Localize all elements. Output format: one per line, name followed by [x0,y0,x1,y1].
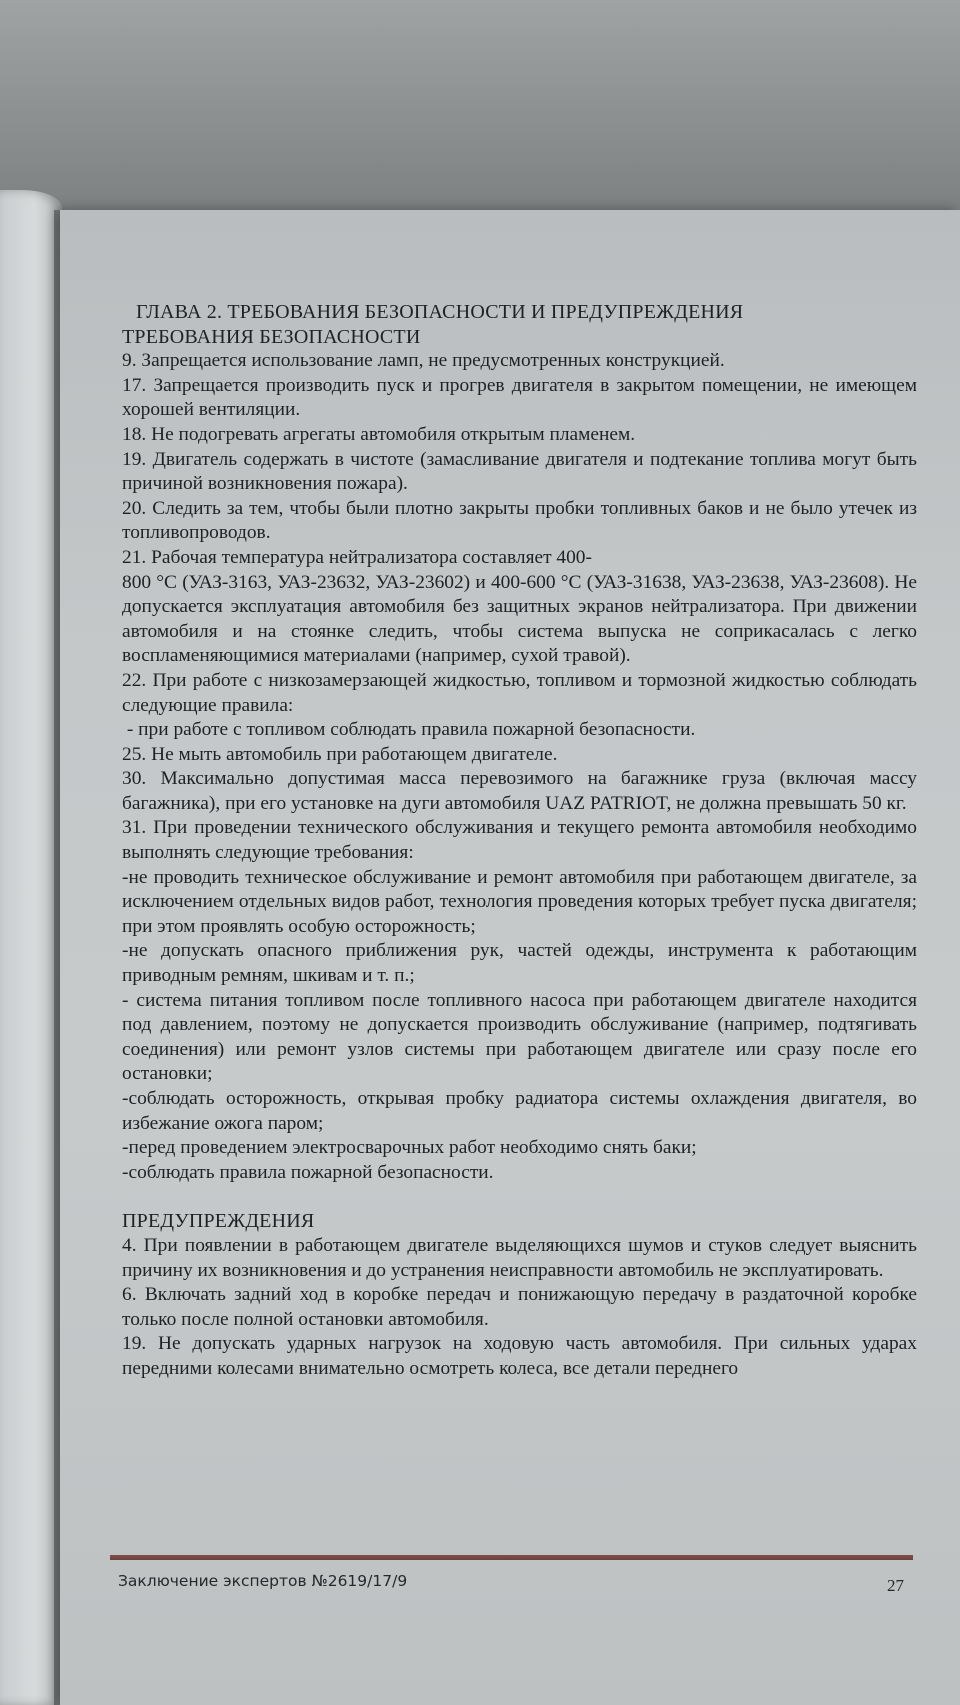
paragraph-18: 18. Не подогревать агрегаты автомобиля открытым пламенем. [122,423,636,445]
page-content [122,300,917,1382]
paragraph-31-item-5: -перед проведением электросварочных работ необходимо снять баки; [122,1137,697,1159]
section-title-warnings: ПРЕДУПРЕЖДЕНИЯ [122,1210,315,1233]
paragraph-31-item-1: -не проводить техническое обслуживание и ремонт автомобиля при работающем двигателе, за исключением отдельных видов работ, технология проведения которых требует пуска двигателя; при этом проявлять особую осторожность; [122,866,917,937]
paragraph-20: 20. Следить за тем, чтобы были плотно закрыты пробки топливных баков и не было утечек из топливопроводов. [122,497,917,544]
paragraph-31-item-6: -соблюдать правила пожарной безопасности. [122,1161,494,1183]
paragraph-31: 31. При проведении технического обслуживания и текущего ремонта автомобиля необходимо выполнять следующие требования: [122,817,917,864]
paragraph-19: 19. Двигатель содержать в чистоте (замасливание двигателя и подтекание топлива могут быть причиной возникновения пожара). [122,448,917,495]
paragraph-31-item-4: -соблюдать осторожность, открывая пробку радиатора системы охлаждения двигателя, во избежание ожога паром; [122,1088,917,1134]
paragraph-31-item-3: - система питания топливом после топливного насоса при работающем двигателе находится под давлением, поэтому не допускается производить обслуживание (например, подтягивать соединения) или ремонт узлов системы при работающем двигателе или сразу после его остановки; [122,989,917,1085]
paragraph-22: 22. При работе с низкозамерзающей жидкостью, топливом и тормозной жидкостью соблюдать следующие правила: [122,669,917,716]
page-number: 27 [887,1576,904,1595]
paragraph-22-item: - при работе с топливом соблюдать правила пожарной безопасности. [122,719,696,741]
document-page [60,210,960,1705]
footer-rule [110,1555,913,1560]
warning-4: 4. При появлении в работающем двигателе выделяющихся шумов и стуков следует выяснить причину их возникновения и до устранения неисправности автомобиль не эксплуатировать. [122,1234,917,1281]
paragraph-17: 17. Запрещается производить пуск и прогрев двигателя в закрытом помещении, не имеющем хорошей вентиляции. [122,374,917,421]
section-title-safety: ТРЕБОВАНИЯ БЕЗОПАСНОСТИ [122,325,421,348]
chapter-title: ГЛАВА 2. ТРЕБОВАНИЯ БЕЗОПАСНОСТИ И ПРЕДУПРЕЖДЕНИЯ [136,301,744,323]
footer-title: Заключение экспертов №2619/17/9 [118,1572,408,1590]
paragraph-31-item-2: -не допускать опасного приближения рук, частей одежды, инструмента к работающим приводным ремням, шкивам и т. п.; [122,940,917,987]
paragraph-21-start: 21. Рабочая температура нейтрализатора составляет 400- [122,546,592,568]
previous-page-edge [0,190,62,1705]
warning-19: 19. Не допускать ударных нагрузок на ходовую часть автомобиля. При сильных ударах передними колесами внимательно осмотреть колеса, все детали переднего [122,1333,917,1379]
paragraph-25: 25. Не мыть автомобиль при работающем двигателе. [122,743,558,765]
warning-6: 6. Включать задний ход в коробке передач и понижающую передачу в раздаточной коробке только после полной остановки автомобиля. [122,1284,917,1330]
paragraph-30: 30. Максимально допустимая масса перевозимого на багажнике груза (включая массу багажника), при его установке на дуги автомобиля UAZ PATRIOT, не должна превышать 50 кг. [122,768,917,814]
paragraph-21-cont: 800 °С (УАЗ-3163, УАЗ-23632, УАЗ-23602) и 400-600 °С (УАЗ-31638, УАЗ-23638, УАЗ-23608). Не допускается эксплуатация автомобиля без защитных экранов нейтрализатора. При движении автомобиля и на стоянке следить, чтобы система выпуска не соприкасалась с легко воспламеняющимися материалами (например, сухой травой). [122,571,917,667]
paragraph-9: 9. Запрещается использование ламп, не предусмотренных конструкцией. [122,350,725,372]
